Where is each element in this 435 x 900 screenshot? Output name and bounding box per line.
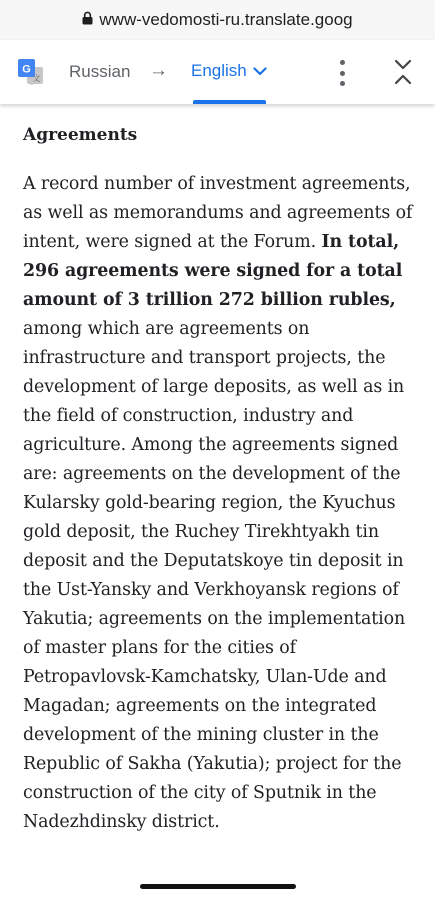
active-language-indicator [193, 100, 266, 104]
target-language-selector[interactable] [191, 61, 267, 81]
chevron-down-icon [253, 61, 267, 81]
article-body [23, 122, 423, 837]
url-text[interactable]: www-vedomosti-ru.translate.goog [99, 10, 353, 29]
section-heading: Agreements [23, 125, 138, 145]
paragraph-highlight: In total, 296 agreements were signed for a total amount of 3 trillion 272 billion rubles, [23, 232, 403, 310]
paragraph-intro: A record number of investment agreements, as well as memorandums and agreements of intent, were signed at the Forum. [23, 174, 413, 252]
collapse-icon[interactable] [391, 58, 415, 86]
google-translate-icon[interactable] [18, 59, 44, 85]
source-language[interactable]: Russian [69, 62, 131, 81]
lock-icon [82, 10, 93, 30]
more-vert-icon[interactable] [334, 60, 350, 86]
translate-toolbar [0, 40, 435, 104]
home-indicator[interactable] [140, 884, 296, 889]
target-language: English [191, 61, 247, 80]
svg-text:G: G [22, 63, 31, 76]
address-bar[interactable] [0, 0, 435, 40]
svg-text:文: 文 [32, 74, 41, 83]
paragraph-rest: among which are agreements on infrastructure and transport projects, the development of large deposits, as well as in the field of construction, industry and agriculture. Among the agreements signed are: agreements on the development of the Kularsky gold-bearing region, the Kyuchus gold deposit, the Ruchey Tirekhtyakh tin deposit and the Deputatskoye tin deposit in the Ust-Yansky and Verkhoyansk regions of Yakutia; agreements on the implementation of master plans for the cities of Petropavlovsk-Kamchatsky, Ulan-Ude and Magadan; agreements on the integrated development of the mining cluster in the Republic of Sakha (Yakutia); project for the construction of the city of Sputnik in the Nadezhdinsky district. [23, 319, 406, 832]
arrow-right-icon: → [149, 60, 168, 81]
article-paragraph [23, 170, 423, 837]
